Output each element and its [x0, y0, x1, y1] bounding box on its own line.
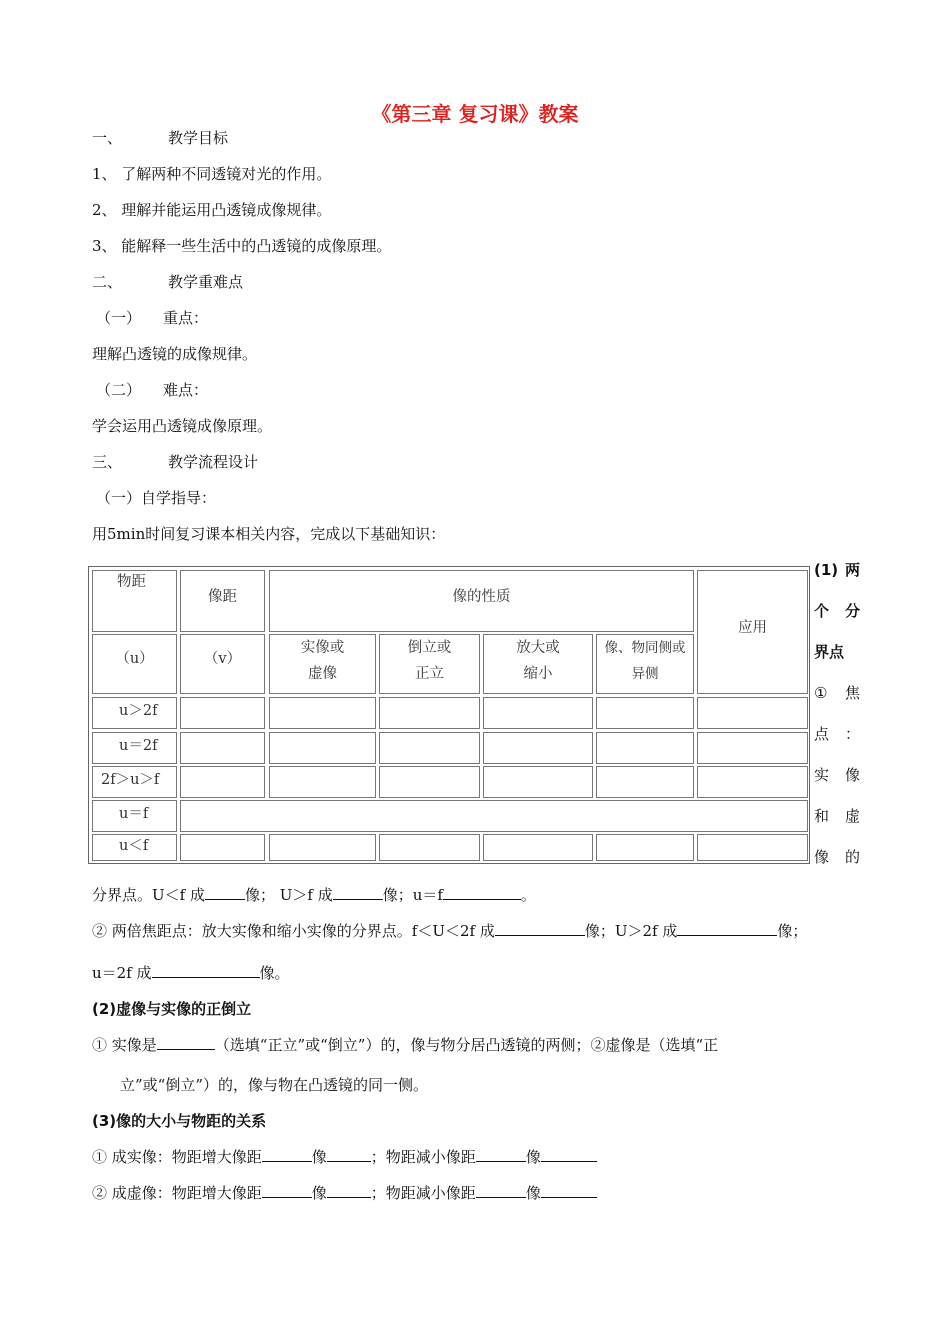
header-line: 倒立或: [407, 640, 452, 656]
table-cell[interactable]: [697, 766, 808, 798]
header-v: （v）: [180, 634, 265, 694]
blank[interactable]: [327, 1183, 371, 1198]
table-cell[interactable]: [379, 732, 480, 764]
text: 像: [525, 1184, 541, 1202]
boundary-line: [92, 884, 536, 905]
page-title: 《第三章 复习课》教案: [371, 102, 579, 126]
section-title: 教学重难点: [168, 273, 244, 291]
side-char: 的: [844, 848, 860, 866]
header-line: 异侧: [631, 666, 659, 682]
table-cell[interactable]: [379, 766, 480, 798]
table-cell[interactable]: [483, 697, 593, 729]
goal-3: 3、 能解释一些生活中的凸透镜的成像原理。: [92, 237, 392, 255]
goal-1: 1、 了解两种不同透镜对光的作用。: [92, 165, 332, 183]
header-u: （u）: [92, 634, 177, 694]
text: 像: [311, 1148, 327, 1166]
blank[interactable]: [476, 1147, 526, 1162]
header-line: 正立: [415, 666, 444, 682]
side-char: 界点: [814, 643, 845, 661]
header-image-distance: 像距: [180, 570, 265, 632]
table-cell[interactable]: [180, 834, 265, 861]
table-cell[interactable]: [483, 732, 593, 764]
table-cell[interactable]: [379, 697, 480, 729]
question-1-line: [92, 1034, 718, 1055]
self-study-heading: （一）自学指导：: [96, 489, 217, 507]
blank[interactable]: [541, 1183, 597, 1198]
text: （选填“正立”或“倒立”）的，像与物分居凸透镜的两侧；②虚像是（选填“正: [214, 1036, 719, 1054]
section-number: 一、: [92, 129, 123, 147]
real-image-line: [92, 1146, 597, 1167]
table-cell[interactable]: [697, 834, 808, 861]
blank[interactable]: [262, 1147, 312, 1162]
key-point-heading: [96, 307, 208, 328]
text: 像: [311, 1184, 327, 1202]
side-char: 点: [814, 725, 830, 743]
table-cell[interactable]: [269, 732, 376, 764]
sub-title: 难点：: [163, 381, 209, 399]
header-line: 缩小: [523, 666, 553, 682]
text: ① 实像是: [92, 1036, 157, 1054]
side-row: [814, 639, 860, 680]
side-char: 个: [814, 602, 830, 620]
section-title: 教学流程设计: [168, 453, 259, 471]
table-cell[interactable]: [180, 732, 265, 764]
table-cell[interactable]: [697, 732, 808, 764]
table-cell[interactable]: [269, 766, 376, 798]
side-char: 像: [844, 766, 860, 784]
side-row: [814, 598, 860, 639]
table-cell[interactable]: [596, 766, 694, 798]
side-row: [814, 803, 860, 844]
row-label-u-lt-f: u＜f: [92, 834, 177, 861]
row-label-u-eq-f: u＝f: [92, 800, 177, 832]
header-line: 虚像: [308, 666, 337, 682]
text: 。: [520, 886, 536, 904]
table-cell[interactable]: [180, 766, 265, 798]
header-same-opposite-side: [596, 634, 694, 694]
header-inverted-upright: [379, 634, 480, 694]
text: 分界点。U＜f 成: [92, 886, 205, 904]
sub-number: （二）: [96, 381, 142, 399]
side-text-column: [814, 557, 860, 885]
header-real-virtual: [269, 634, 376, 694]
heading-size-distance: (3)像的大小与物距的关系: [92, 1112, 267, 1130]
text: ；物距减小像距: [370, 1148, 476, 1166]
side-char: 和: [814, 807, 830, 825]
question-1-continued: 立”或“倒立”）的，像与物在凸透镜的同一侧。: [120, 1076, 429, 1094]
text: ② 两倍焦距点：放大实像和缩小实像的分界点。f＜U＜2f 成: [92, 922, 495, 940]
lens-imaging-table: [88, 566, 810, 864]
header-image-nature: 像的性质: [269, 570, 694, 632]
header-line: 实像或: [300, 640, 345, 656]
section-2-heading: [92, 271, 243, 292]
blank[interactable]: [157, 1035, 215, 1050]
heading-virtual-real: (2)虚像与实像的正倒立: [92, 1000, 252, 1018]
text: ；物距减小像距: [370, 1184, 476, 1202]
text: ② 成虚像：物距增大像距: [92, 1184, 262, 1202]
text: 像。: [259, 964, 290, 982]
header-object-distance: 物距: [92, 570, 177, 632]
blank[interactable]: [327, 1147, 371, 1162]
side-char: 虚: [844, 807, 860, 825]
key-point-body: 理解凸透镜的成像规律。: [92, 345, 258, 363]
side-char: 实: [814, 766, 830, 784]
section-number: 三、: [92, 453, 123, 471]
section-1-heading: [92, 127, 228, 148]
goal-2: 2、 理解并能运用凸透镜成像规律。: [92, 201, 332, 219]
text: 像: [525, 1148, 541, 1166]
header-enlarged-reduced: [483, 634, 593, 694]
side-char: 两: [844, 561, 860, 579]
blank[interactable]: [495, 921, 585, 936]
text: 像；u＝f: [382, 886, 443, 904]
blank[interactable]: [152, 963, 260, 978]
blank[interactable]: [333, 885, 383, 900]
side-char: (1): [814, 561, 839, 579]
virtual-image-line: [92, 1182, 597, 1203]
blank[interactable]: [205, 885, 245, 900]
table-cell[interactable]: [379, 834, 480, 861]
sub-number: （一）: [96, 309, 142, 327]
section-number: 二、: [92, 273, 123, 291]
table-cell[interactable]: [596, 834, 694, 861]
side-char: ①: [814, 684, 828, 702]
table-cell[interactable]: [269, 697, 376, 729]
difficulty-heading: [96, 379, 208, 400]
side-row: [814, 557, 860, 598]
difficulty-body: 学会运用凸透镜成像原理。: [92, 417, 273, 435]
side-row: [814, 680, 860, 721]
text: ① 成实像：物距增大像距: [92, 1148, 262, 1166]
header-line: 像、物同侧或: [604, 640, 686, 656]
text: u＝2f 成: [92, 964, 152, 982]
text: 像；: [777, 922, 808, 940]
two-focal-line: [92, 920, 807, 941]
side-row: [814, 721, 860, 762]
table-cell[interactable]: [697, 697, 808, 729]
blank[interactable]: [476, 1183, 526, 1198]
side-char: ：: [844, 725, 860, 743]
side-char: 分: [844, 602, 860, 620]
table-cell[interactable]: [269, 834, 376, 861]
blank[interactable]: [443, 885, 521, 900]
side-row: [814, 762, 860, 803]
row-label-2f-gt-u-gt-f: 2f＞u＞f: [92, 766, 177, 798]
two-focal-line-2: [92, 962, 290, 983]
row-label-u-gt-2f: u＞2f: [92, 697, 177, 729]
side-char: 焦: [844, 684, 860, 702]
table-cell[interactable]: [180, 697, 265, 729]
blank[interactable]: [541, 1147, 597, 1162]
text: 像； U＞f 成: [244, 886, 333, 904]
text: 像；U＞2f 成: [584, 922, 678, 940]
table-cell[interactable]: [483, 834, 593, 861]
instruction-text: 用5min时间复习课本相关内容，完成以下基础知识：: [92, 525, 446, 543]
blank[interactable]: [677, 921, 777, 936]
table-cell[interactable]: [483, 766, 593, 798]
side-row: [814, 844, 860, 885]
table-cell[interactable]: [596, 732, 694, 764]
blank[interactable]: [262, 1183, 312, 1198]
table-cell-merged[interactable]: [180, 800, 808, 832]
table-cell[interactable]: [596, 697, 694, 729]
row-label-u-eq-2f: u＝2f: [92, 732, 177, 764]
header-application: 应用: [697, 570, 808, 694]
sub-title: 重点：: [163, 309, 209, 327]
header-line: 放大或: [516, 640, 560, 656]
side-char: 像: [814, 848, 830, 866]
section-3-heading: [92, 451, 258, 472]
section-title: 教学目标: [168, 129, 229, 147]
